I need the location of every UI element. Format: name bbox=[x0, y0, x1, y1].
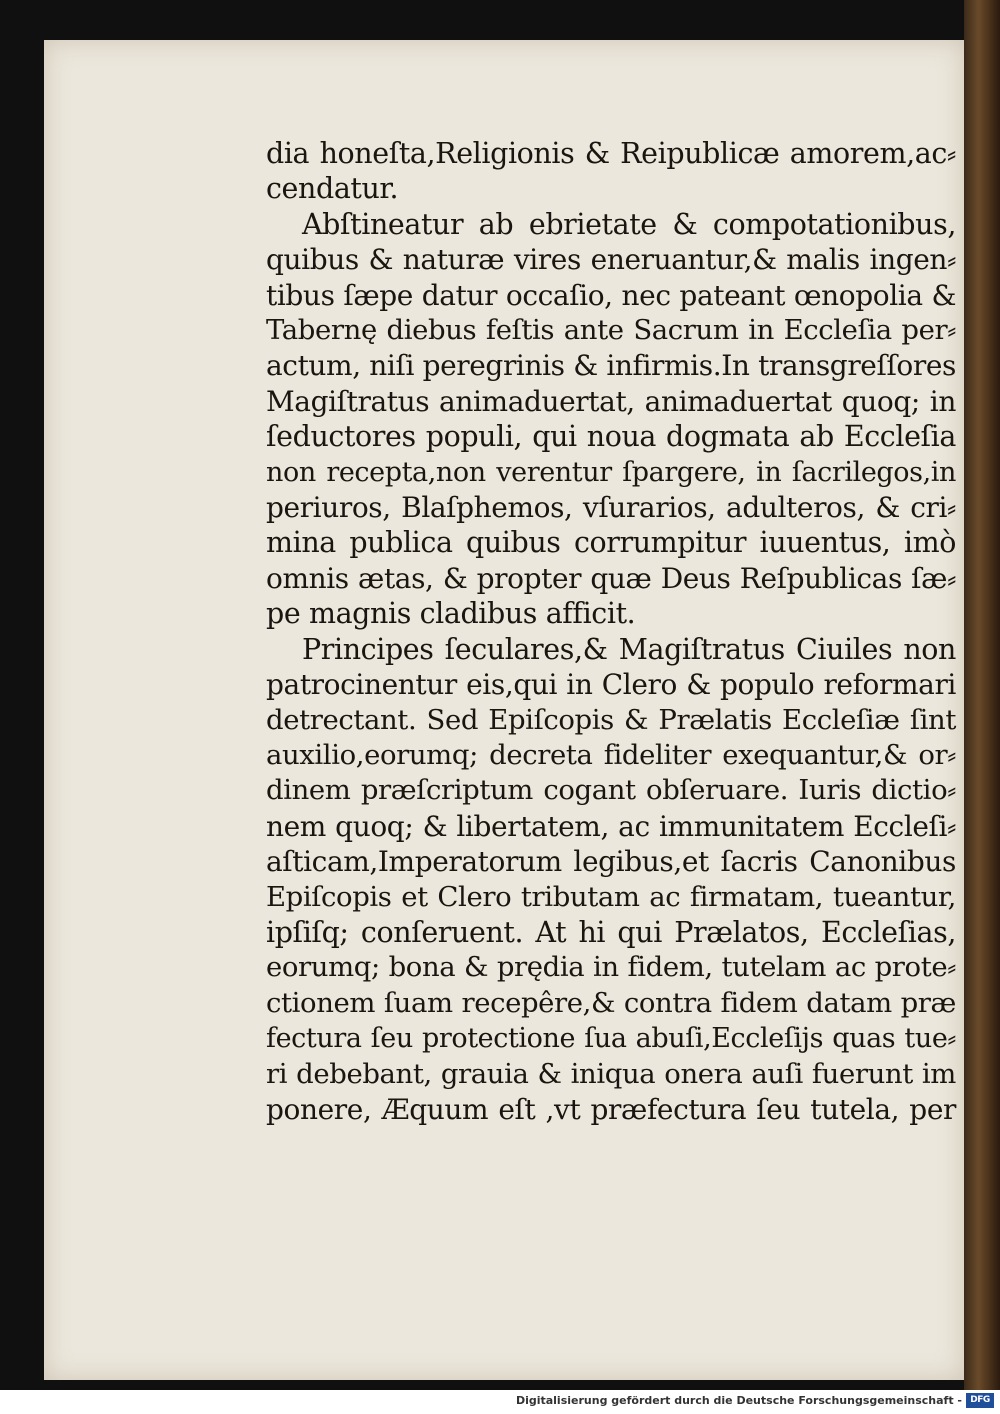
text-line: ctionem ſuam recepêre,& contra fidem datam præ bbox=[266, 986, 956, 1019]
text-line: dinem præſcriptum cogant obſeruare. Iuris dictio⸗ bbox=[266, 774, 956, 807]
text-line: nem quoq; & libertatem, ac immunitatem Eccleſi⸗ bbox=[266, 809, 956, 843]
text-line: Magiſtratus animaduertat, animaduertat quoq; in bbox=[266, 384, 956, 418]
text-line: aſticam,Imperatorum legibus,et ſacris Canonibus bbox=[266, 845, 956, 879]
page-text bbox=[266, 136, 956, 1127]
text-line: ipſiſq; conſeruent. At hi qui Prælatos, Eccleſias, bbox=[266, 915, 956, 949]
text-line: tibus ſæpe datur occaſio, nec pateant œnopolia & bbox=[266, 278, 956, 312]
text-line: pe magnis cladibus afficit. bbox=[266, 597, 636, 631]
footer-bar bbox=[0, 1390, 1000, 1414]
text-line: detrectant. Sed Epiſcopis & Prælatis Eccleſiæ ſint bbox=[266, 703, 956, 736]
dfg-logo-icon: DFG bbox=[966, 1393, 994, 1408]
text-line: Abſtineatur ab ebrietate & compotationibus, bbox=[302, 207, 956, 241]
text-line: cendatur. bbox=[266, 172, 399, 206]
text-line: ponere, Æquum eſt ,vt præfectura ſeu tutela, per bbox=[266, 1092, 956, 1126]
text-line: eorumq; bona & prędia in fidem, tutelam ac prote⸗ bbox=[266, 951, 956, 984]
text-line: Tabernę diebus feſtis ante Sacrum in Eccleſia per⸗ bbox=[266, 314, 956, 347]
text-line: dia honeſta,Religionis & Reipublicæ amorem,ac⸗ bbox=[266, 137, 956, 170]
text-line: quibus & naturæ vires eneruantur,& malis ingen⸗ bbox=[266, 243, 956, 277]
text-line: actum, niſi peregrinis & infirmis.In transgreſſores bbox=[266, 349, 956, 383]
text-line: ri debebant, grauia & iniqua onera auſi fuerunt im bbox=[266, 1057, 956, 1090]
book-edge bbox=[964, 0, 1000, 1390]
text-line: periuros, Blaſphemos, vſurarios, adulteros, & cri⸗ bbox=[266, 491, 956, 525]
text-line: fectura ſeu protectione ſua abuſi,Eccleſijs quas tue⸗ bbox=[266, 1023, 956, 1055]
text-line: Principes ſeculares,& Magiſtratus Ciuiles non bbox=[302, 632, 956, 666]
footer-credit: Digitalisierung gefördert durch die Deutsche Forschungsgemeinschaft - bbox=[515, 1394, 962, 1407]
text-line: ſeductores populi, qui noua dogmata ab Eccleſia bbox=[266, 420, 956, 454]
text-line: mina publica quibus corrumpitur iuuentus, imò bbox=[266, 526, 956, 560]
text-line: omnis ætas, & propter quæ Deus Reſpublicas ſæ⸗ bbox=[266, 561, 956, 595]
text-line: non recepta,non verentur ſpargere, in ſacrilegos,in bbox=[266, 456, 956, 488]
book-page bbox=[44, 40, 964, 1380]
text-line: Epiſcopis et Clero tributam ac firmatam, tueantur, bbox=[266, 880, 956, 913]
text-line: patrocinentur eis,qui in Clero & populo reformari bbox=[266, 668, 956, 702]
text-line: auxilio,eorumq; decreta fideliter exequantur,& or⸗ bbox=[266, 738, 956, 771]
